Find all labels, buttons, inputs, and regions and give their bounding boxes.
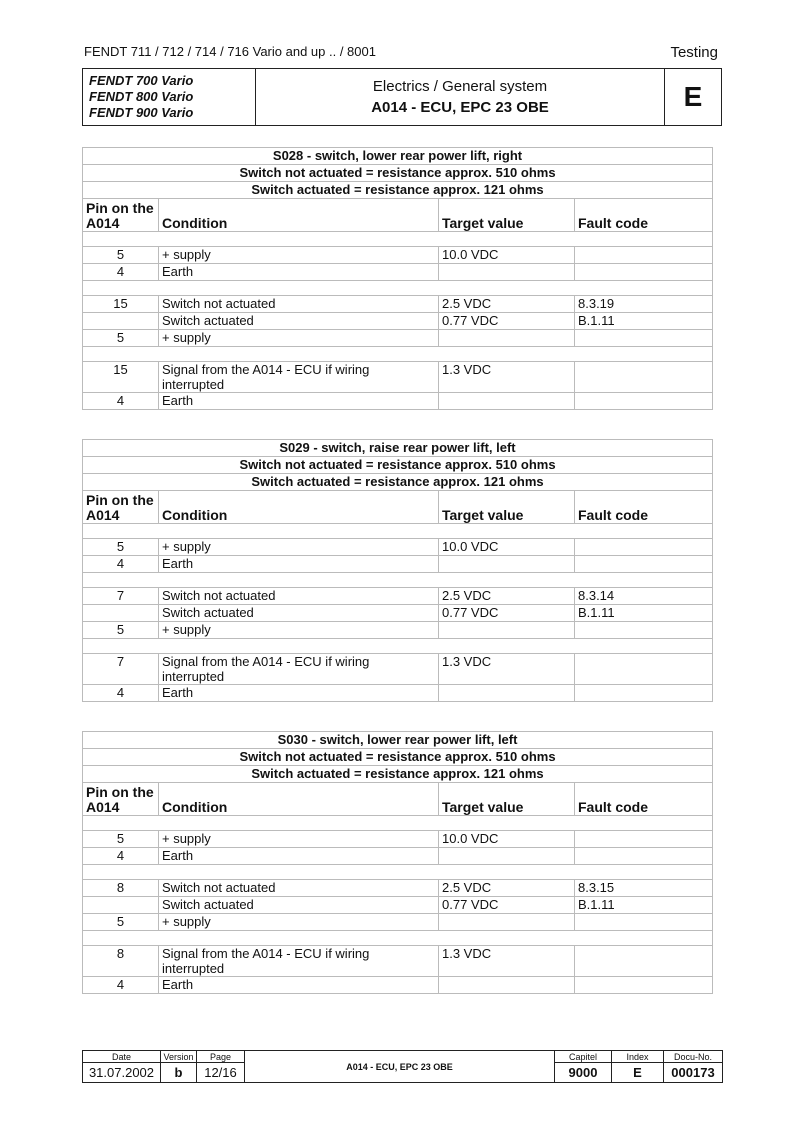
- condition-text: + supply: [162, 622, 211, 637]
- pin-cell: 15: [83, 362, 159, 393]
- table-title: S029 - switch, raise rear power lift, left: [83, 440, 713, 457]
- fault-cell: 8.3.14: [575, 588, 713, 605]
- table-row: [83, 556, 713, 573]
- target-cell: [439, 622, 575, 639]
- target-cell: 2.5 VDC: [439, 880, 575, 897]
- resistance-note: Switch actuated = resistance approx. 121 ohms: [83, 474, 713, 491]
- resistance-note: Switch not actuated = resistance approx. 510 ohms: [83, 165, 713, 182]
- fault-cell: [575, 831, 713, 848]
- fault-cell: B.1.11: [575, 313, 713, 330]
- pin-cell: 4: [83, 393, 159, 410]
- table-title-row: [83, 148, 713, 165]
- table-row: [83, 605, 713, 622]
- table-row: [83, 330, 713, 347]
- index-value: E: [612, 1063, 664, 1083]
- fault-column-header: Fault code: [575, 199, 713, 232]
- condition-cell: [159, 605, 439, 622]
- spacer-row: [83, 931, 713, 946]
- target-cell: 10.0 VDC: [439, 539, 575, 556]
- version-value: b: [161, 1063, 197, 1083]
- pin-cell: 5: [83, 539, 159, 556]
- pin-header-line: A014: [86, 799, 120, 815]
- switch-table: [82, 439, 713, 702]
- model-name: FENDT 900 Vario: [89, 105, 194, 120]
- condition-text: interrupted: [162, 377, 225, 392]
- date-value: 31.07.2002: [83, 1063, 161, 1083]
- doc-number-value: 000173: [664, 1063, 723, 1083]
- pin-header-line: Pin on the: [86, 492, 154, 508]
- chapter-label: Capitel: [555, 1051, 612, 1063]
- table-row: [83, 848, 713, 865]
- condition-text: Switch not actuated: [162, 296, 276, 311]
- column-header-row: [83, 491, 713, 524]
- table-title-row: [83, 182, 713, 199]
- condition-text: + supply: [162, 330, 211, 345]
- chapter-value: 9000: [555, 1063, 612, 1083]
- switch-table: [82, 731, 713, 994]
- pin-cell: 4: [83, 848, 159, 865]
- column-header-row: [83, 783, 713, 816]
- pin-cell: 5: [83, 622, 159, 639]
- condition-text: Switch actuated: [162, 313, 254, 328]
- pin-cell: 5: [83, 831, 159, 848]
- table-row: [83, 539, 713, 556]
- table-title-row: [83, 732, 713, 749]
- condition-column-header: Condition: [159, 199, 439, 232]
- table-row: [83, 313, 713, 330]
- condition-text: + supply: [162, 539, 211, 554]
- target-cell: 0.77 VDC: [439, 897, 575, 914]
- fault-column-header: Fault code: [575, 783, 713, 816]
- spacer-row: [83, 816, 713, 831]
- document-footer: [82, 1050, 723, 1083]
- condition-text: + supply: [162, 831, 211, 846]
- table-title-row: [83, 440, 713, 457]
- condition-cell: [159, 588, 439, 605]
- resistance-note: Switch not actuated = resistance approx. 510 ohms: [83, 749, 713, 766]
- pin-cell: 5: [83, 247, 159, 264]
- footer-title: A014 - ECU, EPC 23 OBE: [245, 1051, 555, 1083]
- spacer-cell: [83, 281, 713, 296]
- target-cell: [439, 848, 575, 865]
- condition-text: Signal from the A014 - ECU if wiring: [162, 946, 370, 961]
- condition-cell: [159, 685, 439, 702]
- pin-cell: 7: [83, 588, 159, 605]
- section-label: Testing: [670, 44, 718, 61]
- condition-text: Switch actuated: [162, 897, 254, 912]
- table-row: [83, 264, 713, 281]
- pin-cell: 4: [83, 264, 159, 281]
- pin-column-header: [83, 199, 159, 232]
- table-title-row: [83, 474, 713, 491]
- fault-cell: [575, 393, 713, 410]
- pin-cell: 5: [83, 914, 159, 931]
- pin-cell: 4: [83, 685, 159, 702]
- condition-text: interrupted: [162, 961, 225, 976]
- table-row: [83, 588, 713, 605]
- fault-cell: B.1.11: [575, 897, 713, 914]
- target-cell: 10.0 VDC: [439, 831, 575, 848]
- pin-column-header: [83, 491, 159, 524]
- model-name: FENDT 800 Vario: [89, 89, 194, 104]
- column-header-row: [83, 199, 713, 232]
- pin-cell: 7: [83, 654, 159, 685]
- condition-cell: [159, 313, 439, 330]
- condition-text: Earth: [162, 977, 194, 992]
- pin-cell: 8: [83, 880, 159, 897]
- table-title-row: [83, 766, 713, 783]
- condition-text: + supply: [162, 247, 211, 262]
- condition-cell: [159, 880, 439, 897]
- spacer-row: [83, 347, 713, 362]
- condition-text: interrupted: [162, 669, 225, 684]
- resistance-note: Switch actuated = resistance approx. 121 ohms: [83, 766, 713, 783]
- table-row: [83, 880, 713, 897]
- index-label: Index: [612, 1051, 664, 1063]
- model-list: [83, 69, 256, 126]
- condition-cell: [159, 264, 439, 281]
- table-row: [83, 897, 713, 914]
- table-row: [83, 977, 713, 994]
- table-title: S028 - switch, lower rear power lift, right: [83, 148, 713, 165]
- pin-cell: [83, 897, 159, 914]
- pin-header-line: A014: [86, 507, 120, 523]
- switch-table: [82, 147, 713, 410]
- model-line: FENDT 711 / 712 / 714 / 716 Vario and up .. / 8001: [84, 44, 376, 59]
- target-cell: [439, 556, 575, 573]
- table-row: [83, 914, 713, 931]
- fault-cell: [575, 362, 713, 393]
- fault-cell: [575, 264, 713, 281]
- fault-column-header: Fault code: [575, 491, 713, 524]
- target-cell: [439, 977, 575, 994]
- resistance-note: Switch actuated = resistance approx. 121 ohms: [83, 182, 713, 199]
- resistance-note: Switch not actuated = resistance approx. 510 ohms: [83, 457, 713, 474]
- condition-cell: [159, 296, 439, 313]
- system-name: Electrics / General system: [372, 78, 548, 95]
- condition-cell: [159, 393, 439, 410]
- pin-cell: 15: [83, 296, 159, 313]
- fault-cell: [575, 654, 713, 685]
- condition-text: Earth: [162, 556, 194, 571]
- target-cell: [439, 393, 575, 410]
- condition-text: Earth: [162, 848, 194, 863]
- version-label: Version: [161, 1051, 197, 1063]
- fault-cell: [575, 914, 713, 931]
- condition-text: Earth: [162, 685, 194, 700]
- condition-cell: [159, 977, 439, 994]
- pin-header-line: Pin on the: [86, 200, 154, 216]
- table-row: [83, 622, 713, 639]
- table-row: [83, 247, 713, 264]
- target-column-header: Target value: [439, 199, 575, 232]
- condition-cell: [159, 897, 439, 914]
- spacer-row: [83, 232, 713, 247]
- condition-cell: [159, 556, 439, 573]
- page-value: 12/16: [197, 1063, 245, 1083]
- condition-column-header: Condition: [159, 491, 439, 524]
- table-row: [83, 831, 713, 848]
- target-column-header: Target value: [439, 491, 575, 524]
- condition-cell: [159, 362, 439, 393]
- target-cell: [439, 264, 575, 281]
- condition-text: Earth: [162, 264, 194, 279]
- condition-cell: [159, 946, 439, 977]
- pin-cell: 4: [83, 556, 159, 573]
- fault-cell: B.1.11: [575, 605, 713, 622]
- target-cell: 0.77 VDC: [439, 605, 575, 622]
- document-header: [82, 68, 722, 126]
- condition-cell: [159, 831, 439, 848]
- spacer-row: [83, 639, 713, 654]
- spacer-cell: [83, 347, 713, 362]
- pin-cell: [83, 313, 159, 330]
- pin-cell: 4: [83, 977, 159, 994]
- page-title: A014 - ECU, EPC 23 OBE: [371, 99, 549, 116]
- condition-cell: [159, 622, 439, 639]
- fault-cell: [575, 977, 713, 994]
- table-row: [83, 393, 713, 410]
- table-title-row: [83, 457, 713, 474]
- spacer-cell: [83, 816, 713, 831]
- target-cell: 1.3 VDC: [439, 946, 575, 977]
- condition-text: Switch not actuated: [162, 588, 276, 603]
- fault-cell: [575, 946, 713, 977]
- pin-cell: 5: [83, 330, 159, 347]
- table-row: [83, 654, 713, 685]
- fault-cell: 8.3.15: [575, 880, 713, 897]
- table-row: [83, 362, 713, 393]
- condition-cell: [159, 848, 439, 865]
- condition-text: Signal from the A014 - ECU if wiring: [162, 654, 370, 669]
- spacer-cell: [83, 524, 713, 539]
- target-cell: 2.5 VDC: [439, 588, 575, 605]
- table-title-row: [83, 165, 713, 182]
- date-label: Date: [83, 1051, 161, 1063]
- table-title: S030 - switch, lower rear power lift, left: [83, 732, 713, 749]
- table-title-row: [83, 749, 713, 766]
- spacer-row: [83, 524, 713, 539]
- section-letter: E: [665, 69, 722, 126]
- spacer-cell: [83, 573, 713, 588]
- fault-cell: [575, 247, 713, 264]
- condition-cell: [159, 914, 439, 931]
- model-name: FENDT 700 Vario: [89, 73, 194, 88]
- fault-cell: [575, 685, 713, 702]
- target-cell: 0.77 VDC: [439, 313, 575, 330]
- pin-header-line: A014: [86, 215, 120, 231]
- fault-cell: [575, 556, 713, 573]
- target-cell: [439, 330, 575, 347]
- spacer-cell: [83, 931, 713, 946]
- target-cell: 2.5 VDC: [439, 296, 575, 313]
- target-column-header: Target value: [439, 783, 575, 816]
- condition-cell: [159, 539, 439, 556]
- fault-cell: [575, 539, 713, 556]
- fault-cell: 8.3.19: [575, 296, 713, 313]
- spacer-row: [83, 865, 713, 880]
- page-label: Page: [197, 1051, 245, 1063]
- spacer-row: [83, 573, 713, 588]
- table-row: [83, 946, 713, 977]
- doc-number-label: Docu-No.: [664, 1051, 723, 1063]
- spacer-cell: [83, 639, 713, 654]
- condition-text: + supply: [162, 914, 211, 929]
- condition-text: Earth: [162, 393, 194, 408]
- target-cell: [439, 914, 575, 931]
- spacer-cell: [83, 232, 713, 247]
- target-cell: [439, 685, 575, 702]
- pin-cell: 8: [83, 946, 159, 977]
- condition-cell: [159, 247, 439, 264]
- pin-cell: [83, 605, 159, 622]
- header-title-cell: [256, 69, 665, 126]
- target-cell: 1.3 VDC: [439, 362, 575, 393]
- target-cell: 10.0 VDC: [439, 247, 575, 264]
- condition-text: Switch not actuated: [162, 880, 276, 895]
- condition-text: Signal from the A014 - ECU if wiring: [162, 362, 370, 377]
- table-row: [83, 296, 713, 313]
- condition-cell: [159, 330, 439, 347]
- fault-cell: [575, 622, 713, 639]
- condition-cell: [159, 654, 439, 685]
- condition-column-header: Condition: [159, 783, 439, 816]
- fault-cell: [575, 848, 713, 865]
- pin-column-header: [83, 783, 159, 816]
- pin-header-line: Pin on the: [86, 784, 154, 800]
- table-row: [83, 685, 713, 702]
- condition-text: Switch actuated: [162, 605, 254, 620]
- fault-cell: [575, 330, 713, 347]
- spacer-cell: [83, 865, 713, 880]
- target-cell: 1.3 VDC: [439, 654, 575, 685]
- spacer-row: [83, 281, 713, 296]
